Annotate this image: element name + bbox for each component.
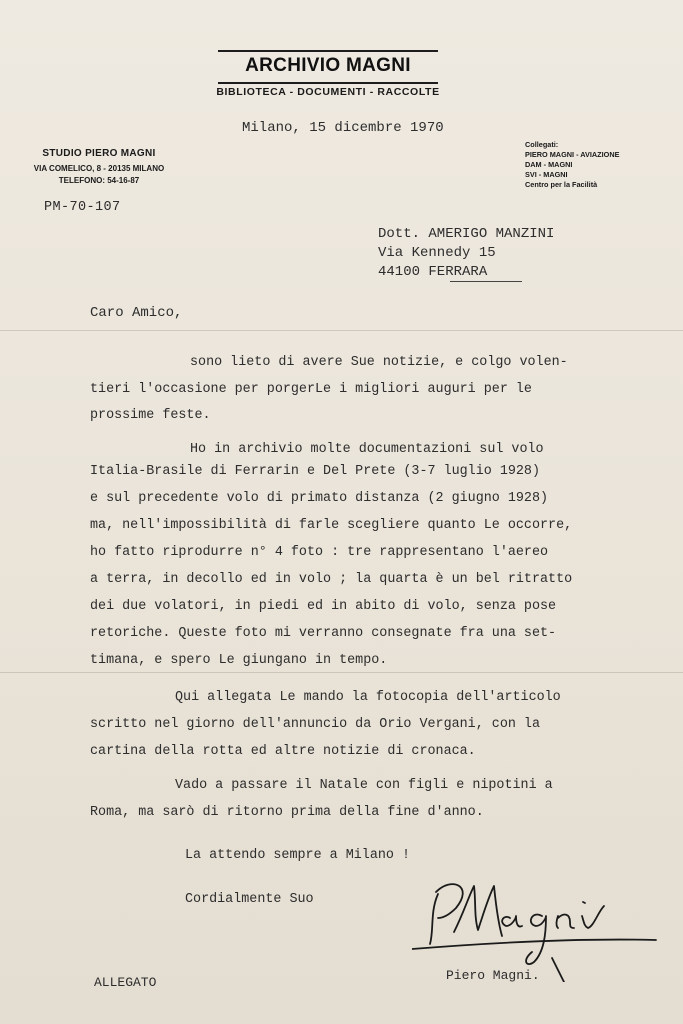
body-line: Roma, ma sarò di ritorno prima della fine d'anno.: [90, 805, 484, 820]
body-line: Italia-Brasile di Ferrarin e Del Prete (3-7 luglio 1928): [90, 464, 540, 479]
collegati-item: SVI - MAGNI: [525, 170, 568, 179]
reference-number: PM-70-107: [44, 200, 121, 215]
collegati-item: DAM - MAGNI: [525, 160, 573, 169]
signature-drawing: [412, 872, 662, 982]
city-underline: [450, 281, 522, 282]
collegati-title: Collegati:: [525, 140, 559, 149]
body-line: scritto nel giorno dell'annuncio da Orio Vergani, con la: [90, 717, 540, 732]
studio-address: VIA COMELICO, 8 - 20135 MILANO: [33, 164, 165, 173]
body-line: tieri l'occasione per porgerLe i migliori auguri per le: [90, 382, 532, 397]
body-line: ma, nell'impossibilità di farle scegliere quanto Le occorre,: [90, 518, 573, 533]
letterhead-subtitle: BIBLIOTECA - DOCUMENTI - RACCOLTE: [216, 86, 440, 98]
closing-line: La attendo sempre a Milano !: [185, 848, 410, 863]
body-line: cartina della rotta ed altre notizie di cronaca.: [90, 744, 476, 759]
body-line: ho fatto riprodurre n° 4 foto : tre rappresentano l'aereo: [90, 545, 549, 560]
closing-line: Cordialmente Suo: [185, 892, 314, 907]
fold-line: [0, 672, 683, 673]
collegati-item: Centro per la Facilità: [525, 180, 598, 189]
body-line: Ho in archivio molte documentazioni sul volo: [190, 442, 544, 457]
recipient-city: 44100 FERRARA: [378, 264, 488, 280]
fold-line: [0, 330, 683, 331]
body-line: Vado a passare il Natale con figli e nipotini a: [175, 778, 553, 793]
handwritten-signature: [412, 872, 662, 987]
body-line: a terra, in decollo ed in volo ; la quarta è un bel ritratto: [90, 572, 573, 587]
body-line: retoriche. Queste foto mi verranno consegnate fra una set-: [90, 626, 557, 641]
signature-name: Piero Magni.: [446, 968, 540, 983]
body-line: prossime feste.: [90, 408, 211, 423]
recipient-street: Via Kennedy 15: [378, 245, 496, 261]
recipient-name: Dott. AMERIGO MANZINI: [378, 226, 555, 242]
body-line: sono lieto di avere Sue notizie, e colgo volen-: [190, 355, 568, 370]
collegati-block: [525, 140, 675, 190]
body-line: timana, e spero Le giungano in tempo.: [90, 653, 388, 668]
studio-name: STUDIO PIERO MAGNI: [42, 148, 156, 159]
salutation: Caro Amico,: [90, 305, 183, 321]
body-line: Qui allegata Le mando la fotocopia dell'articolo: [175, 690, 561, 705]
date-line: Milano, 15 dicembre 1970: [242, 120, 444, 136]
collegati-item: PIERO MAGNI - AVIAZIONE: [525, 150, 620, 159]
studio-phone: TELEFONO: 54-16-87: [58, 176, 140, 185]
letterhead-title: ARCHIVIO MAGNI: [218, 50, 438, 84]
enclosure-label: ALLEGATO: [94, 975, 157, 990]
body-line: e sul precedente volo di primato distanza (2 giugno 1928): [90, 491, 549, 506]
studio-block: [14, 148, 184, 185]
body-line: dei due volatori, in piedi ed in abito di volo, senza pose: [90, 599, 557, 614]
